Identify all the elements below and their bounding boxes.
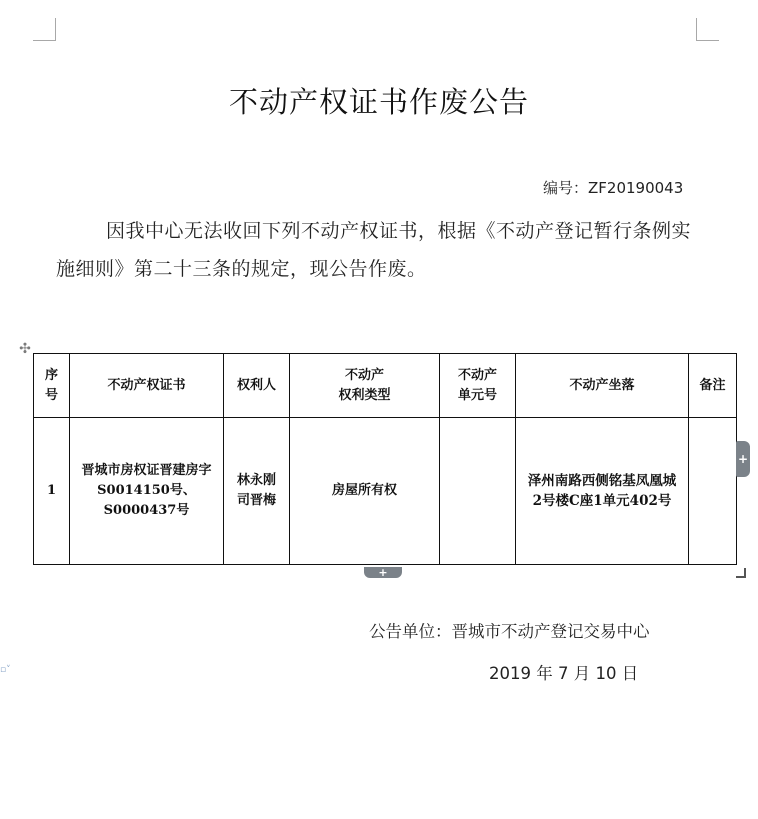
cell-remark[interactable] <box>689 418 737 565</box>
issue-date: 2019 年 7 月 10 日 <box>489 664 639 683</box>
header-unit-no: 不动产 单元号 <box>440 354 516 418</box>
cell-right-type[interactable]: 房屋所有权 <box>290 418 440 565</box>
margin-marker-icon: ▫˅ <box>0 665 11 675</box>
certificate-table <box>33 353 737 565</box>
cell-location[interactable]: 泽州南路西侧铭基凤凰城2号楼C座1单元402号 <box>516 418 689 565</box>
cell-cert[interactable]: 晋城市房权证晋建房字S0014150号、S0000437号 <box>70 418 224 565</box>
add-row-icon[interactable]: + <box>364 567 402 578</box>
cell-holder[interactable]: 林永刚司晋梅 <box>224 418 290 565</box>
notice-paragraph: 因我中心无法收回下列不动产权证书，根据《不动产登记暂行条例实施细则》第二十三条的规定，现公告作废。 <box>56 220 692 280</box>
document-number: 编号：ZF20190043 <box>543 179 684 197</box>
table-header-row <box>34 354 737 418</box>
header-remark: 备注 <box>689 354 737 418</box>
page-corner-mark-top-left <box>33 18 56 41</box>
add-column-icon[interactable]: + <box>736 441 750 477</box>
issuer-line: 公告单位：晋城市不动产登记交易中心 <box>369 622 650 641</box>
document-title: 不动产权证书作废公告 <box>228 85 529 119</box>
cell-seq[interactable]: 1 <box>34 418 70 565</box>
header-seq: 序 号 <box>34 354 70 418</box>
table-resize-handle-icon[interactable] <box>736 568 746 578</box>
cell-unit-no[interactable] <box>440 418 516 565</box>
header-right-type: 不动产 权利类型 <box>290 354 440 418</box>
table-row <box>34 418 737 565</box>
table-move-handle-icon[interactable]: ✣ <box>19 341 31 357</box>
page-corner-mark-top-right <box>696 18 719 41</box>
header-cert: 不动产权证书 <box>70 354 224 418</box>
header-location: 不动产坐落 <box>516 354 689 418</box>
header-holder: 权利人 <box>224 354 290 418</box>
